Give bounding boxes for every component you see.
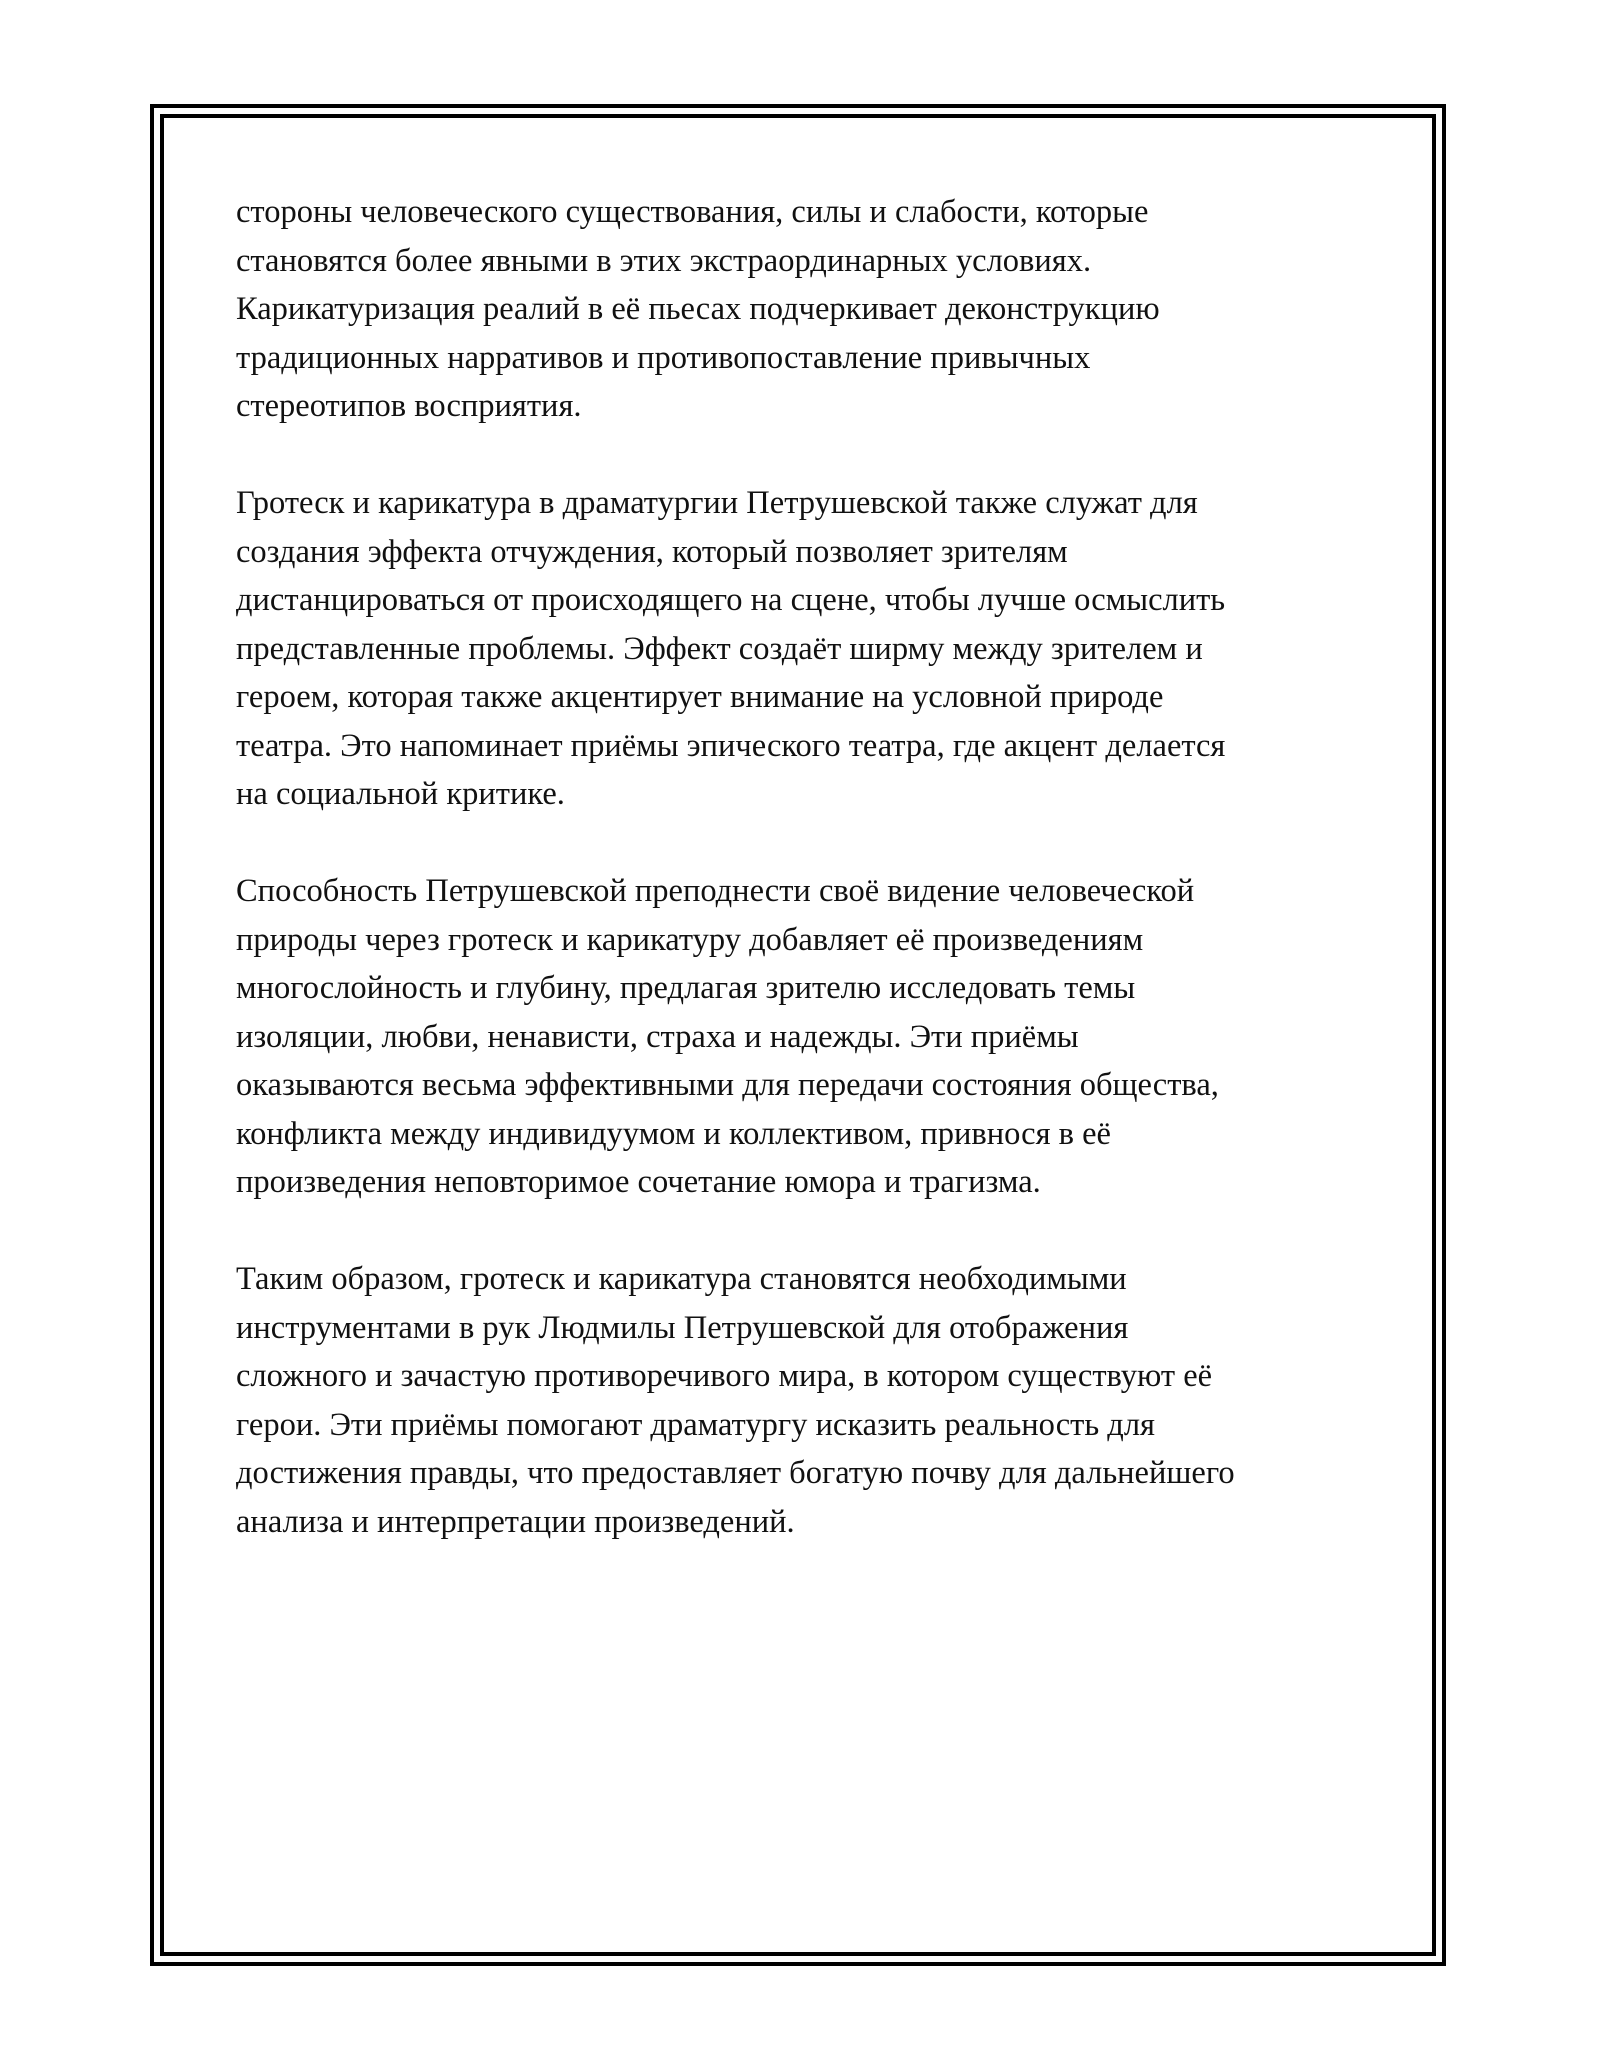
paragraph-line: инструментами в рук Людмилы Петрушевской для отображения <box>236 1309 1129 1346</box>
paragraph-line: герои. Эти приёмы помогают драматургу исказить реальность для <box>236 1406 1155 1443</box>
paragraph-line: героем, которая также акцентирует внимание на условной природе <box>236 679 1164 715</box>
paragraph-line: Способность Петрушевской преподнести своё видение человеческой <box>236 873 1195 909</box>
paragraph-line: произведения неповторимое сочетание юмора и трагизма. <box>236 1164 1041 1200</box>
paragraph-line: оказываются весьма эффективными для передачи состояния общества, <box>236 1067 1219 1103</box>
paragraph-line: природы через гротеск и карикатуру добавляет её произведениям <box>236 921 1144 958</box>
paragraph-line: конфликта между индивидуумом и коллективом, привнося в её <box>236 1115 1111 1152</box>
paragraph-4 <box>236 1255 1388 1546</box>
paragraph-line: традиционных нарративов и противопоставление привычных <box>236 339 1091 376</box>
paragraph-line: становятся более явными в этих экстраординарных условиях. <box>236 242 1092 279</box>
paragraph-line: Карикатуризация реалий в её пьесах подчеркивает деконструкцию <box>236 291 1160 327</box>
paragraph-line: достижения правды, что предоставляет богатую почву для дальнейшего <box>236 1455 1235 1491</box>
paragraph-line: Гротеск и карикатура в драматургии Петрушевской также служат для <box>236 485 1198 521</box>
paragraph-1 <box>236 188 1388 431</box>
paragraph-line: создания эффекта отчуждения, который позволяет зрителям <box>236 533 1068 570</box>
paragraph-line: анализа и интерпретации произведений. <box>236 1503 795 1540</box>
paragraph-3 <box>236 867 1388 1207</box>
paragraph-line: на социальной критике. <box>236 776 565 812</box>
paragraph-line: стереотипов восприятия. <box>236 388 582 424</box>
paragraph-2 <box>236 479 1388 819</box>
paragraph-line: театра. Это напоминает приёмы эпического театра, где акцент делается <box>236 727 1226 764</box>
paragraph-line: многослойность и глубину, предлагая зрителю исследовать темы <box>236 970 1136 1006</box>
paragraph-line: представленные проблемы. Эффект создаёт ширму между зрителем и <box>236 630 1203 667</box>
paragraph-line: дистанцироваться от происходящего на сцене, чтобы лучше осмыслить <box>236 582 1226 618</box>
document-body <box>236 188 1388 1595</box>
paragraph-line: изоляции, любви, ненависти, страха и надежды. Эти приёмы <box>236 1018 1079 1055</box>
paragraph-line: Таким образом, гротеск и карикатура становятся необходимыми <box>236 1261 1127 1297</box>
paragraph-line: сложного и зачастую противоречивого мира, в котором существуют её <box>236 1358 1213 1394</box>
paragraph-line: стороны человеческого существования, силы и слабости, которые <box>236 194 1149 230</box>
